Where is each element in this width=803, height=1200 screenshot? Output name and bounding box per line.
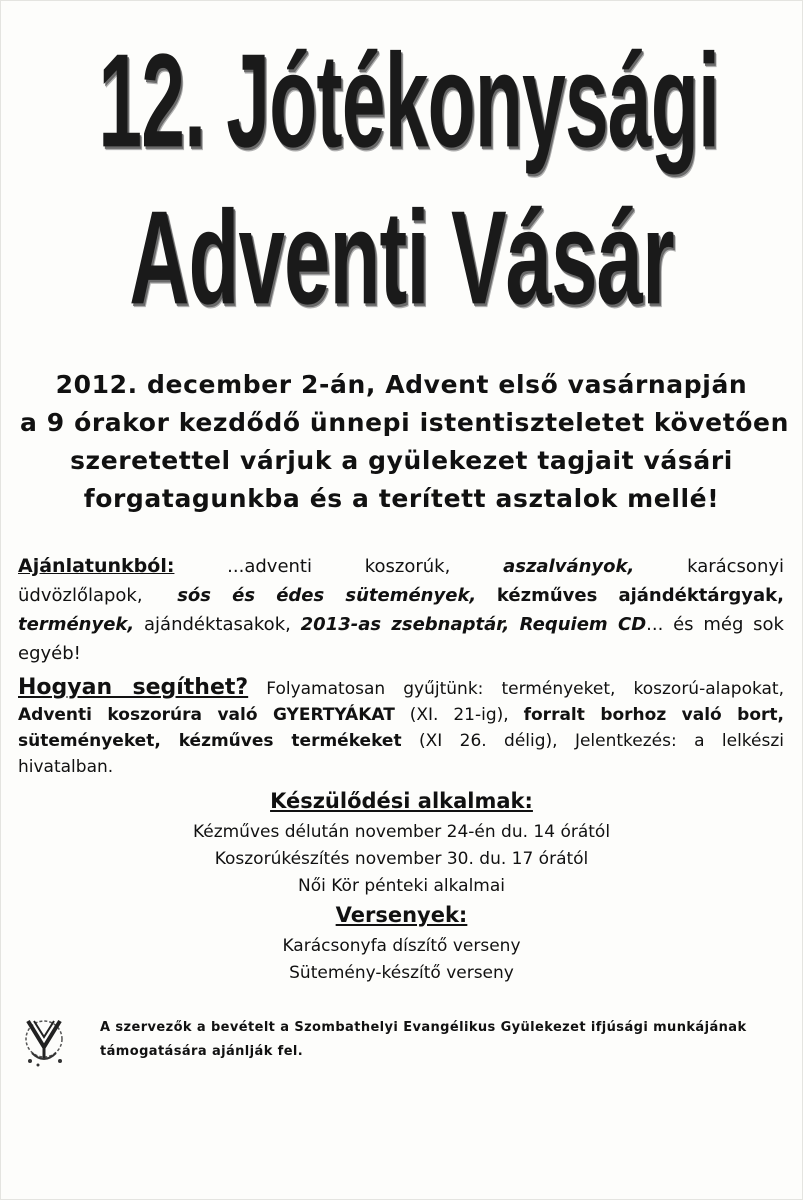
offers-paragraph [18,552,784,668]
preparation-item: Kézműves délután november 24-én du. 14 órától [192,822,611,842]
offers-highlight: aszalványok, [503,556,635,577]
title-line-1: 12. Jótékonysági [98,27,720,176]
preparation-list [0,819,803,900]
contest-item: Sütemény-készítő verseny [289,963,514,983]
preparation-heading: Készülődési alkalmak: [270,789,533,813]
help-highlight: Adventi koszorúra való GYERTYÁKAT [18,705,395,725]
offers-highlight: sós és édes sütemények, [177,585,477,606]
contest-item: Karácsonyfa díszítő verseny [282,936,521,956]
offers-heading: Ajánlatunkból: [18,555,175,577]
contests-list [0,933,803,987]
offers-highlight: kézműves ajándéktárgyak, [496,585,784,606]
title-line-2: Adventi Vásár [129,184,674,333]
preparation-item: Női Kör pénteki alkalmai [298,876,505,896]
intro-line: 2012. december 2-án, Advent első vasárnapján [55,370,748,399]
intro-line: szeretettel várjuk a gyülekezet tagjait vásári [70,446,733,475]
help-text: (XI. 21-ig), [394,705,524,725]
help-highlight: forralt borhoz való bort, süteményeket, kézműves termékeket [18,705,784,751]
help-paragraph [18,675,784,780]
youth-logo-icon [22,1013,72,1069]
offers-text: ajándéktasakok, [134,614,301,635]
offers-text: karácsonyi üdvözlőlapok, [18,556,785,606]
offers-text [476,585,497,606]
preparation-item: Koszorúkészítés november 30. du. 17 órától [214,849,589,869]
organizer-note: A szervezők a bevételt a Szombathelyi Evangélikus Gyülekezet ifjúsági munkájának támogatására ajánlják fel. [100,1020,747,1059]
intro-paragraph [20,366,789,518]
offers-highlight: 2013-as zsebnaptár, Requiem CD [300,614,647,635]
contests-heading: Versenyek: [335,903,468,927]
intro-line: a 9 órakor kezdődő ünnepi istentiszteletet követően [20,408,789,437]
help-text: Folyamatosan gyűjtünk: terményeket, koszorú-alapokat, [248,679,784,699]
offers-text: ... és még sok egyéb! [18,614,784,664]
offers-highlight: termények, [18,614,135,635]
help-text: (XI 26. délig), Jelentkezés: a lelkészi hivatalban. [18,731,784,777]
intro-line: forgatagunkba és a terített asztalok mellé! [83,484,720,513]
offers-text: ...adventi koszorúk, [174,556,504,577]
help-heading: Hogyan segíthet? [18,675,249,700]
